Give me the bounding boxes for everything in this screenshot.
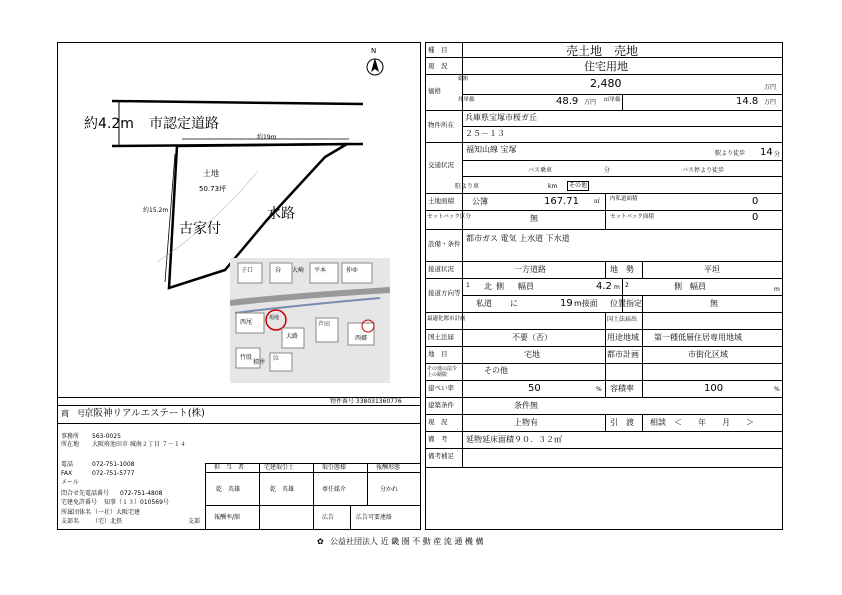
land-category-label: 地 目 (428, 350, 448, 358)
fee-label: 報酬率/額 (214, 514, 241, 521)
property-status: 住宅用地 (584, 60, 628, 73)
station-line: 福知山線 宝塚 (466, 145, 517, 154)
block-label: 西郷 (355, 335, 368, 342)
setback-area-value: 0 (752, 212, 759, 223)
block-label: 西尾 (240, 319, 253, 326)
inquiry-label: 問合せ先電話番号 (61, 490, 110, 497)
mail-label: メール (61, 479, 79, 486)
fax-label: FAX (61, 470, 73, 477)
office-label: 事務所 (61, 433, 80, 440)
dir1-side: 側 (496, 282, 504, 291)
status-label: 現 況 (428, 62, 448, 70)
dir2-no: 2 (625, 282, 629, 289)
bus-unit: 分 (604, 167, 611, 174)
city-plan-label: 都市計画 (607, 350, 639, 359)
price-label: 価格 (428, 87, 441, 95)
assoc: （一社）大阪宅建 (92, 509, 141, 516)
city-plan-value: 市街化区域 (688, 350, 728, 359)
dir1-unit: m (614, 284, 620, 291)
depth-label: 約15.2m (143, 207, 169, 214)
ledger-number: 物件番号 338031360776 (330, 398, 402, 405)
terrain-value: 平坦 (704, 265, 720, 274)
private-road-value: 0 (752, 196, 759, 207)
waterway-label: 水路 (267, 206, 295, 222)
north-label: N (371, 47, 377, 55)
position-value: 無 (710, 299, 718, 308)
road-width-label: 約4.2m (84, 116, 134, 132)
approval-label: 国土法届 (428, 333, 454, 341)
property-type: 売土地 売地 (566, 44, 639, 58)
planning-notice-label: 国土法届出 (607, 316, 638, 323)
use-zone-label: 用途地域 (607, 333, 639, 342)
private-road-label: 内私道面積 (610, 196, 638, 202)
branch-suffix: 支部 (188, 518, 201, 525)
block-label: 泣 (273, 355, 280, 362)
staff-value: 専任媒介 (322, 486, 347, 493)
address-label: 所在地 (61, 441, 80, 448)
staff-header: 担 当 者 (214, 464, 245, 471)
remarks-value: 延物延床面積９０．３２㎡ (466, 435, 562, 444)
bus-label: バス乗車 (528, 167, 553, 174)
trade-name: 京阪神リアルエステート(株) (84, 408, 205, 419)
assoc-label: 所属団体名 (61, 509, 92, 516)
block-label: 大路 (286, 333, 299, 340)
block-label: 平本 (314, 267, 327, 274)
direction-label: 接道方向等 (428, 289, 461, 297)
price-unit: 万円 (764, 84, 777, 91)
dir1-direction: 北 (484, 282, 492, 291)
staff-header: 取引態様 (322, 464, 347, 471)
setback-value: 無 (530, 214, 538, 223)
land-area-label: 土地面積 (428, 197, 454, 205)
dir1-width-label: 幅員 (518, 282, 534, 291)
license: 知事（１３）010569号 (104, 499, 169, 506)
location-label: 物件所在 (428, 121, 454, 129)
road-status-label: 接道状況 (428, 265, 454, 273)
facility-label: 設備・条件 (428, 240, 461, 248)
frontage-value: 19 (560, 298, 573, 309)
car-unit: km (548, 183, 558, 190)
current-value: 上物有 (514, 418, 538, 427)
ad-label: 広告 (322, 514, 335, 521)
staff-value: 分かれ (380, 486, 399, 493)
branch: （宅）北摂 (92, 518, 123, 525)
inquiry-tel: 072-751-4808 (120, 490, 163, 497)
land-area-value: 167.71 (544, 196, 579, 207)
footer-association: 公益社団法人 近 畿 圏 不 動 産 流 通 機 構 (330, 537, 484, 546)
other-limit-label: その他の法令上の制限 (427, 366, 458, 378)
address: 大阪府池田市 城南２丁目 ７－１４ (92, 441, 186, 448)
land-category-value: 宅地 (524, 350, 540, 359)
dir1-no: 1 (466, 282, 470, 289)
coverage-unit: % (596, 386, 602, 393)
association-logo-icon: ✿ (317, 537, 324, 546)
block-label: 芦田 (318, 321, 331, 328)
other-transport-label: その他 (569, 182, 588, 189)
dir2-unit: m (774, 286, 780, 293)
road-value: 一方道路 (514, 265, 546, 274)
tel: 072-751-1008 (92, 461, 135, 468)
land-label: 土地 (203, 169, 219, 178)
bus-walk-label: バス停より徒歩 (682, 167, 725, 174)
road-label: 市認定道路 (149, 116, 219, 132)
setback-area-label: セットバック面積 (610, 214, 654, 220)
staff-value: 乾 英雄 (216, 486, 241, 493)
dir1-width: 4.2 (596, 281, 612, 292)
current-label: 現 況 (428, 418, 448, 426)
staff-header: 報酬形態 (376, 464, 401, 471)
old-house-label: 古家付 (179, 221, 221, 237)
staff-value: 乾 英雄 (270, 486, 295, 493)
condition-label: 建築条件 (428, 401, 454, 409)
dir2-side: 側 (674, 282, 682, 291)
setback-label: セットバック区分 (427, 214, 471, 220)
position-label: 位置指定 (610, 299, 642, 308)
walk-label: 駅より徒歩 (715, 150, 746, 157)
remarks2-label: 備考補足 (428, 452, 454, 460)
m2-label: ㎡単価 (604, 97, 621, 103)
traffic-label: 交通状況 (428, 161, 454, 169)
price-value: 2,480 (590, 77, 622, 90)
trade-name-label: 商 号 (61, 409, 85, 418)
block-label: 谷 (275, 267, 282, 274)
land-area-unit: ㎡ (594, 198, 601, 205)
block-label: 大崎 (292, 267, 305, 274)
land-area-type: 公簿 (472, 197, 488, 206)
remarks-label: 備 考 (428, 435, 448, 443)
block-label: 子口 (241, 267, 254, 274)
land-area-label: 50.73坪 (199, 185, 227, 193)
fax: 072-751-5777 (92, 470, 135, 477)
car-label: 駐より車 (455, 183, 480, 190)
m2-price: 14.8 (736, 96, 759, 107)
location-line2: ２５－１３ (465, 129, 505, 138)
branch-label: 支部名 (61, 518, 80, 525)
condition-value: 条件無 (514, 401, 538, 410)
far-label: 容積率 (610, 384, 634, 393)
facility-value: 都市ガス 電気 上水道 下水道 (466, 234, 570, 243)
use-zone-value: 第一種低層住居専用地域 (654, 333, 742, 342)
block-label: 仲ゆ (346, 267, 359, 274)
location-line1: 兵庫県宝塚市桜ガ丘 (465, 113, 537, 122)
type-label: 種 目 (428, 46, 448, 54)
road-type-suffix: に (510, 299, 518, 308)
price-total-label: 総額 (458, 76, 469, 82)
block-label: 竹股 (240, 354, 253, 361)
handover-value: 相談 ＜ 年 月 ＞ (650, 418, 754, 427)
block-label: 積井 (253, 359, 266, 366)
far-unit: % (774, 386, 780, 393)
frontage-label: m接面 (574, 299, 598, 308)
tsubo-price: 48.9 (556, 96, 579, 107)
dir2-width-label: 幅員 (690, 282, 706, 291)
tel-label: 電話 (61, 461, 74, 468)
coverage-label: 建ぺい率 (428, 384, 454, 392)
m2-unit: 万円 (764, 99, 777, 106)
staff-header: 宅建取引士 (264, 464, 295, 471)
tsubo-label: 坪単価 (458, 97, 475, 103)
coverage-value: 50 (528, 383, 541, 394)
terrain-label: 地 勢 (610, 265, 634, 274)
road-type: 私道 (476, 299, 492, 308)
license-label: 宅建免許番号 (61, 499, 98, 506)
frontage-label: 約19m (257, 134, 277, 141)
planning-label: 最適化都市計画 (427, 316, 466, 322)
walk-minutes: 14 (760, 147, 773, 158)
block-label: 現地 (269, 315, 280, 321)
tsubo-unit: 万円 (584, 99, 597, 106)
ad-value: 広告可要連絡 (356, 514, 393, 521)
walk-unit: 分 (774, 151, 781, 158)
handover-label: 引 渡 (610, 418, 634, 427)
postal-code: 563-0025 (92, 433, 121, 440)
other-limit-value: その他 (484, 366, 508, 375)
far-value: 100 (704, 383, 724, 394)
approval-value: 不要（否） (512, 333, 552, 342)
